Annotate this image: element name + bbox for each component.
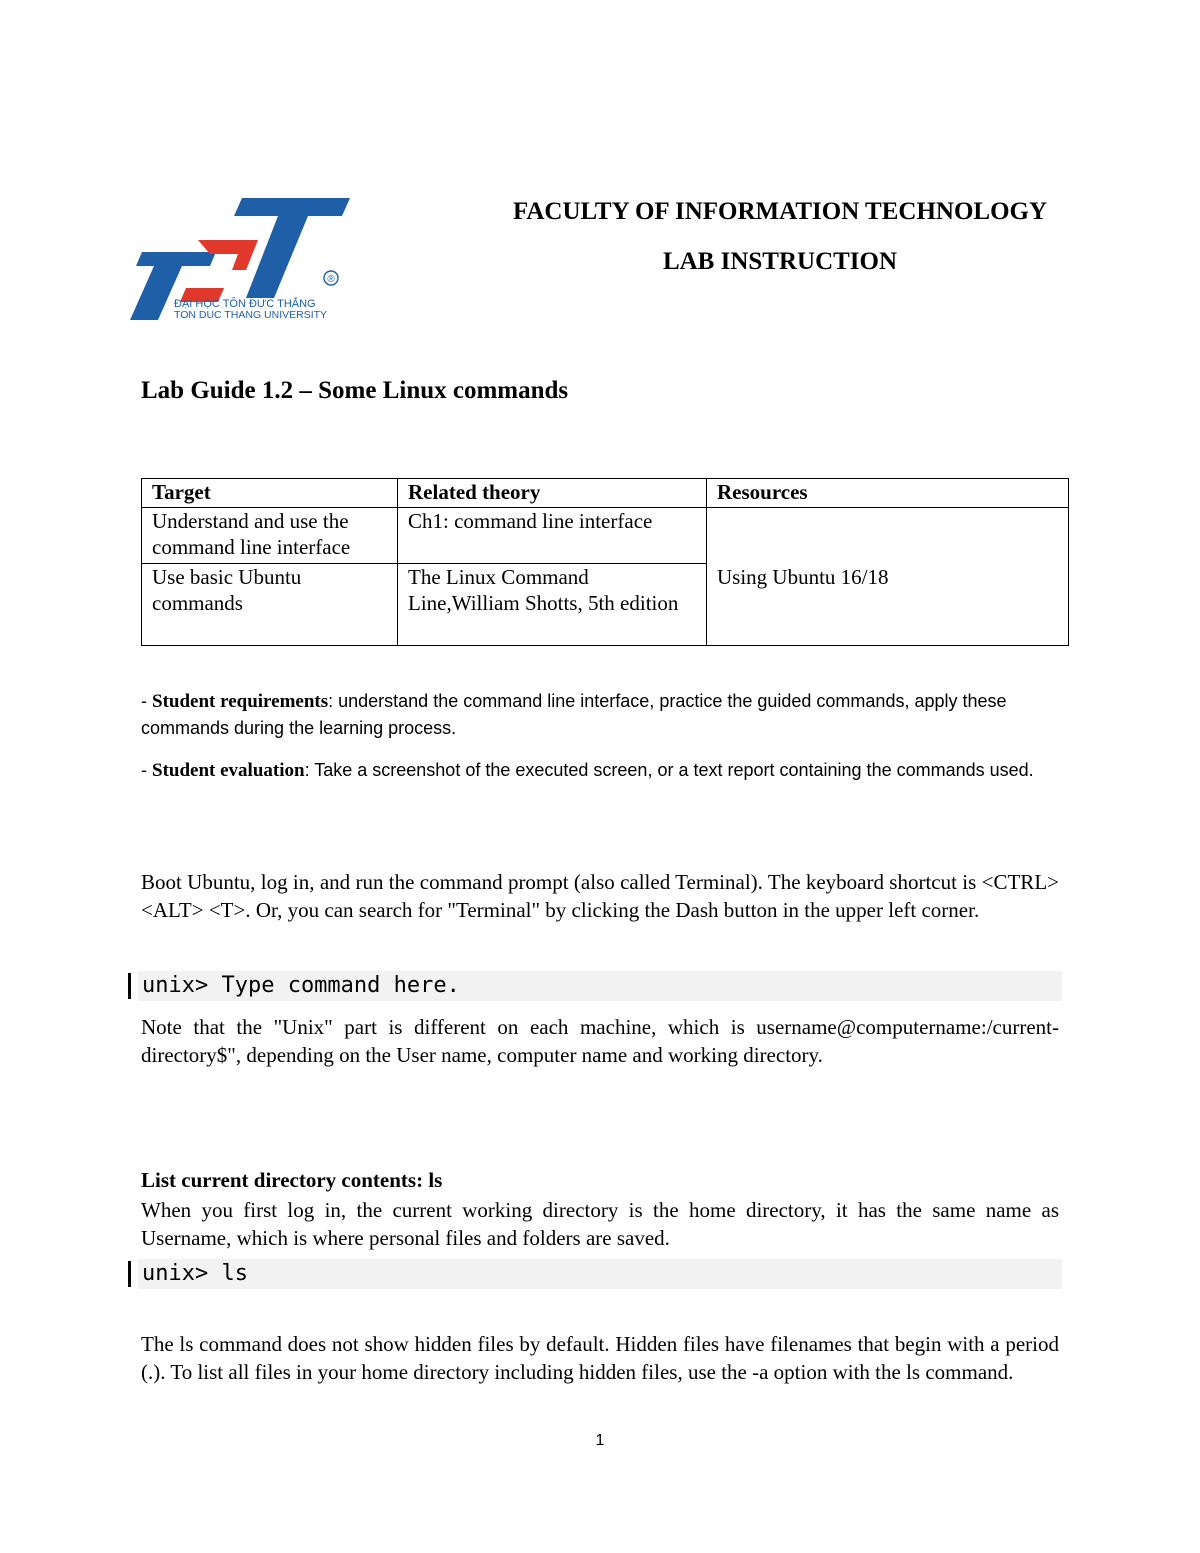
tdt-university-logo [124, 196, 352, 322]
note-paragraph: Note that the "Unix" part is different on each machine, which is username@computername:/current-directory$", depending on the User name, computer name and working directory. [141, 1015, 1059, 1067]
intro-paragraph: Boot Ubuntu, log in, and run the command prompt (also called Terminal). The keyboard shortcut is <CTRL> <ALT> <T>. Or, you can search for "Terminal" by clicking the Dash button in the upper left corner. [141, 870, 1059, 922]
code-block [128, 1259, 1062, 1289]
logo-line2: TON DUC THANG UNIVERSITY [174, 309, 328, 321]
evaluation-text: : Take a screenshot of the executed screen, or a text report containing the commands used. [304, 760, 1034, 780]
requirements-dash: - [141, 691, 152, 711]
evaluation-dash: - [141, 760, 152, 780]
cell-theory: The Linux Command Line,William Shotts, 5th edition [398, 564, 707, 646]
ls-paragraph: The ls command does not show hidden files by default. Hidden files have filenames that begin with a period (.). To list all files in your home directory including hidden files, use the -a option with the ls command. [141, 1332, 1059, 1384]
lab-title: Lab Guide 1.2 – Some Linux commands [141, 377, 569, 404]
page-number: 1 [595, 1432, 605, 1449]
section-heading: List current directory contents: ls [141, 1168, 443, 1192]
evaluation-label: Student evaluation [152, 760, 305, 781]
cell-theory: Ch1: command line interface [398, 508, 707, 564]
header-related-theory: Related theory [398, 479, 707, 508]
cell-target: Understand and use the command line interface [142, 508, 398, 564]
faculty-title: FACULTY OF INFORMATION TECHNOLOGY [512, 198, 1048, 225]
cell-target: Use basic Ubuntu commands [142, 564, 398, 646]
table-header-row [142, 479, 1069, 508]
student-requirements [141, 688, 1061, 742]
requirements-label: Student requirements [152, 691, 329, 712]
header-target: Target [142, 479, 398, 508]
logo-registered: ® [327, 274, 335, 285]
requirements-text: : understand the command line interface, practice the guided commands, apply these commands during the learning process. [141, 691, 1007, 738]
cell-resources: Using Ubuntu 16/18 [707, 508, 1069, 646]
lab-info-table [141, 478, 1069, 646]
code-text: unix> Type command here. [142, 973, 460, 998]
code-text: unix> ls [142, 1261, 248, 1286]
header-resources: Resources [707, 479, 1069, 508]
table-row [142, 508, 1069, 564]
logo-line1: ĐẠI HỌC TÔN ĐỨC THẮNG [174, 298, 316, 310]
section-paragraph: When you first log in, the current working directory is the home directory, it has the same name as Username, which is where personal files and folders are saved. [141, 1198, 1059, 1250]
code-block [128, 971, 1062, 1001]
doc-type-title: LAB INSTRUCTION [662, 248, 898, 275]
student-evaluation [141, 757, 1061, 784]
